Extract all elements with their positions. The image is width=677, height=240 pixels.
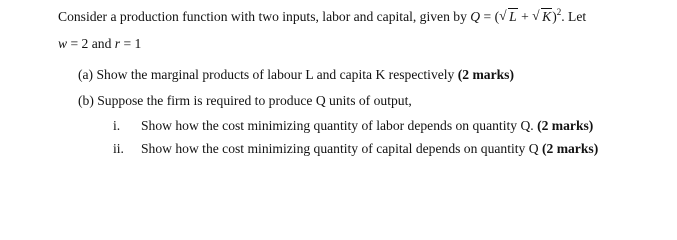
part-b-text: (b) Suppose the firm is required to produce Q units of output,: [78, 93, 412, 108]
radical-sign-icon: √: [532, 8, 540, 23]
sub-i-numeral: i.: [113, 118, 121, 133]
rent-equation: = 1: [120, 36, 142, 51]
sub-question-i: [113, 118, 593, 134]
intro-tail: . Let: [561, 9, 587, 24]
sub-ii-numeral: ii.: [113, 141, 124, 156]
rent-variable: r: [114, 36, 121, 51]
formula-eq: = (: [480, 9, 500, 24]
wage-equation: = 2 and: [67, 36, 115, 51]
sub-i-marks: (2 marks): [537, 118, 594, 133]
prices-line: [58, 36, 141, 52]
sub-i-text: Show how the cost minimizing quantity of labor depends on quantity Q.: [141, 118, 538, 133]
wage-variable: w: [58, 36, 68, 51]
part-a-marks: (2 marks): [457, 67, 515, 82]
part-a-text: (a) Show the marginal products of labour L and capita K respectively: [78, 67, 458, 82]
question-intro-line: [58, 9, 586, 25]
formula-close: ): [552, 9, 557, 24]
sub-question-ii: [113, 141, 598, 157]
production-formula: [470, 9, 561, 24]
formula-exponent: 2: [556, 7, 562, 17]
sub-ii-text: Show how the cost minimizing quantity of capital depends on quantity Q: [141, 141, 542, 156]
part-b: [78, 93, 412, 109]
part-a: [78, 67, 514, 83]
radical-sign-icon: √: [499, 8, 507, 23]
sqrt-k-radicand: K: [542, 9, 552, 24]
sqrt-k: [532, 9, 552, 25]
sub-ii-marks: (2 marks): [541, 141, 599, 156]
formula-lhs: Q: [470, 9, 481, 24]
formula-plus: +: [517, 9, 533, 24]
sqrt-l-radicand: L: [509, 9, 517, 24]
sqrt-l: [499, 9, 518, 25]
intro-text: Consider a production function with two inputs, labor and capital, given by: [58, 9, 471, 24]
